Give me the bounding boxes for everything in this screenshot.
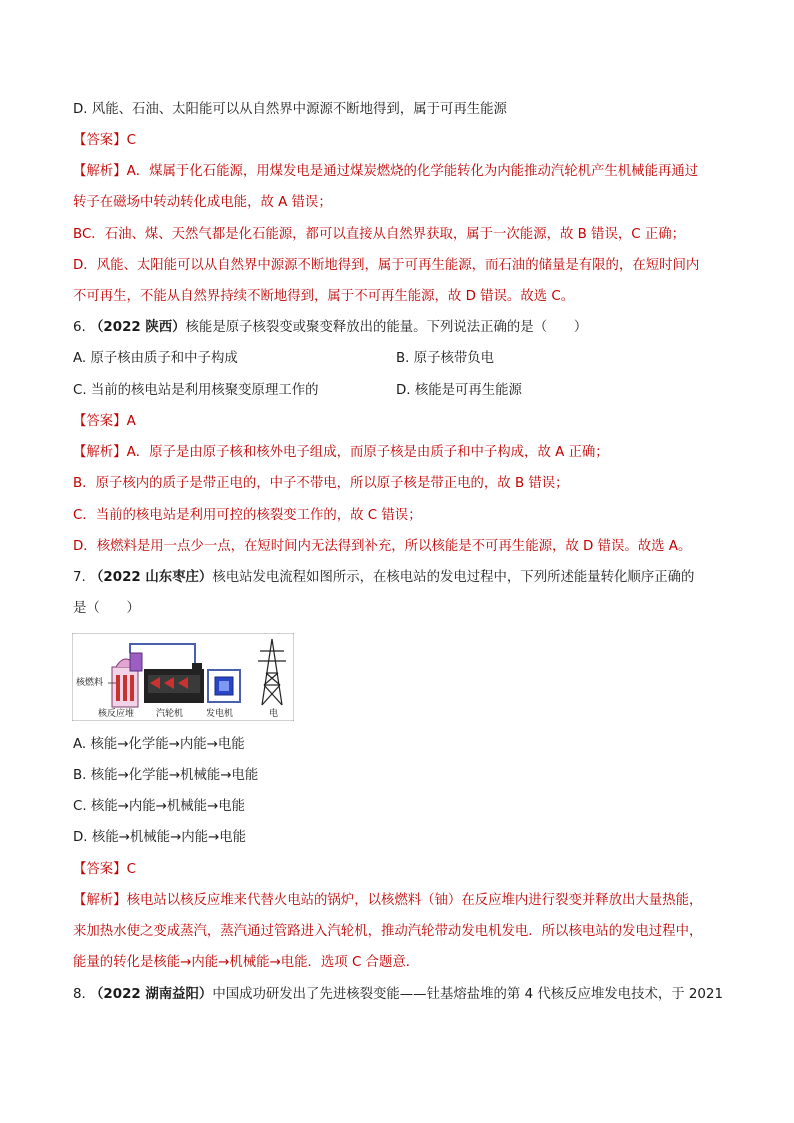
q8-stem — [73, 985, 723, 1005]
q6-option-a: A. 原子核由质子和中子构成 — [73, 351, 238, 366]
q6-option-b: B. 原子核带负电 — [396, 351, 495, 366]
question-number: 7. — [73, 570, 86, 585]
q6-answer-line — [73, 412, 136, 432]
q7-stem-continued: 是（ ） — [73, 601, 140, 616]
q5-analysis-line-1 — [73, 162, 698, 182]
q6-stem — [73, 318, 587, 338]
question-source: （2022 陕西） — [90, 320, 186, 335]
question-text: 中国成功研发出了先进核裂变能——钍基熔盐堆的第 4 代核反应堆发电技术，于 2021 — [212, 987, 723, 1002]
q6-analysis-line-3: C．当前的核电站是利用可控的核裂变工作的，故 C 错误； — [73, 508, 422, 523]
reactor-icon — [108, 653, 142, 707]
q5-option-d: D. 风能、石油、太阳能可以从自然界中源源不断地得到，属于可再生能源 — [73, 102, 507, 117]
answer-tag: 【答案】 — [73, 862, 127, 877]
q6-analysis-line-1 — [73, 443, 609, 463]
q7-stem — [73, 568, 694, 588]
q7-analysis-line-1 — [73, 891, 702, 911]
generator-icon — [208, 670, 240, 702]
question-number: 8. — [73, 987, 86, 1002]
analysis-text: A．原子是由原子核和核外电子组成，而原子核是由质子和中子构成，故 A 正确； — [126, 445, 609, 460]
q5-answer-line — [73, 131, 136, 151]
q5-analysis-line-5: 不可再生，不能从自然界持续不断地得到，属于不可再生能源，故 D 错误。故选 C。 — [73, 289, 575, 304]
transmission-tower-icon — [258, 639, 286, 705]
answer-tag: 【答案】 — [73, 133, 127, 148]
question-source: （2022 湖南益阳） — [90, 987, 213, 1002]
q7-option-b: B. 核能→化学能→机械能→电能 — [73, 768, 259, 783]
label-generator: 发电机 — [206, 709, 234, 719]
q7-option-a: A. 核能→化学能→内能→电能 — [73, 737, 245, 752]
q7-analysis-line-2: 来加热水使之变成蒸汽，蒸汽通过管路进入汽轮机，推动汽轮带动发电机发电．所以核电站的发电过程中， — [73, 924, 703, 939]
q7-option-d: D. 核能→机械能→内能→电能 — [73, 830, 246, 845]
analysis-tag: 【解析】 — [73, 164, 127, 179]
q7-option-c: C. 核能→内能→机械能→电能 — [73, 799, 246, 814]
answer-value: A — [126, 414, 136, 429]
nuclear-plant-diagram — [72, 633, 294, 721]
q6-option-d: D. 核能是可再生能源 — [396, 383, 522, 398]
q5-analysis-line-2: 转子在磁场中转动转化成电能，故 A 错误； — [73, 195, 332, 210]
q6-analysis-line-4: D．核燃料是用一点少一点，在短时间内无法得到补充，所以核能是不可再生能源，故 D 错误。故选 A。 — [73, 539, 692, 554]
q7-answer-line — [73, 860, 136, 880]
label-electricity: 电 — [269, 709, 279, 719]
label-fuel: 核燃料 — [76, 678, 104, 688]
label-reactor: 核反应堆 — [98, 709, 135, 719]
question-number: 6. — [73, 320, 86, 335]
analysis-tag: 【解析】 — [73, 445, 127, 460]
analysis-text: A．煤属于化石能源，用煤发电是通过煤炭燃烧的化学能转化为内能推动汽轮机产生机械能再通过 — [126, 164, 699, 179]
analysis-text: 核电站以核反应堆来代替火电站的锅炉，以核燃料（铀）在反应堆内进行裂变并释放出大量热能， — [126, 893, 703, 908]
question-source: （2022 山东枣庄） — [90, 570, 213, 585]
q6-analysis-line-2: B．原子核内的质子是带正电的，中子不带电，所以原子核是带正电的，故 B 错误； — [73, 476, 569, 491]
turbine-icon — [144, 663, 204, 703]
q5-analysis-line-4: D．风能、太阳能可以从自然界中源源不断地得到，属于可再生能源，而石油的储量是有限的，在短时间内 — [73, 258, 700, 273]
q7-analysis-line-3: 能量的转化是核能→内能→机械能→电能．选项 C 合题意． — [73, 955, 420, 970]
answer-value: C — [126, 133, 136, 148]
question-text: 核电站发电流程如图所示，在核电站的发电过程中，下列所述能量转化顺序正确的 — [212, 570, 695, 585]
answer-tag: 【答案】 — [73, 414, 127, 429]
label-turbine: 汽轮机 — [156, 709, 184, 719]
answer-value: C — [126, 862, 136, 877]
analysis-tag: 【解析】 — [73, 893, 127, 908]
q5-analysis-line-3: BC．石油、煤、天然气都是化石能源，都可以直接从自然界获取，属于一次能源，故 B 错误，C 正确； — [73, 227, 686, 242]
question-text: 核能是原子核裂变或聚变释放出的能量。下列说法正确的是（ ） — [185, 320, 588, 335]
q6-option-c: C. 当前的核电站是利用核聚变原理工作的 — [73, 383, 319, 398]
